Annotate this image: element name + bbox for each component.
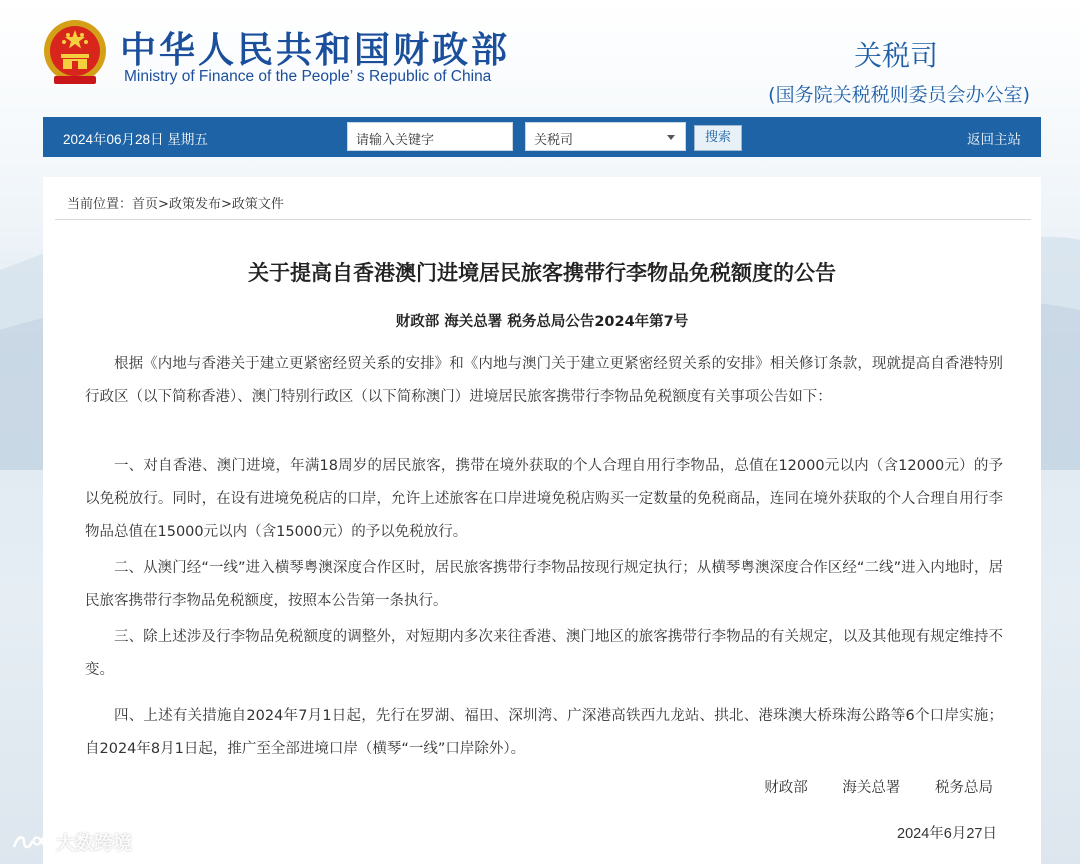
breadcrumb-separator: > — [158, 197, 169, 212]
nav-bar — [43, 117, 1041, 157]
search-button[interactable]: 搜索 — [694, 125, 742, 151]
breadcrumb-item-policy-documents[interactable]: 政策文件 — [231, 197, 284, 212]
breadcrumb-prefix: 当前位置： — [67, 197, 133, 212]
watermark-text: 大数跨境 — [56, 832, 133, 854]
document-paragraph: 二、从澳门经“一线”进入横琴粤澳深度合作区时，居民旅客携带行李物品按现行规定执行；从横琴粤澳深度合作区经“二线”进入内地时，居民旅客携带行李物品免税额度，按照本公告第一条执行。 — [85, 560, 1003, 609]
watermark-logo-icon — [10, 831, 50, 853]
document-paragraph: 一、对自香港、澳门进境，年满18周岁的居民旅客，携带在境外获取的个人合理自用行李物品，总值在12000元以内（含12000元）的予以免税放行。同时，在设有进境免税店的口岸，允许上述旅客在口岸进境免税店购买一定数量的免税商品，连同在境外获取的个人合理自用行李物品总值在15000元以内（含15000元）的予以免税放行。 — [85, 458, 1003, 540]
signer: 税务总局 — [935, 780, 993, 796]
department-select-value: 关税司 — [534, 133, 574, 148]
breadcrumb-separator: > — [220, 197, 232, 212]
current-date: 2024年06月28日 星期五 — [63, 132, 208, 147]
divider — [55, 219, 1031, 220]
signer: 财政部 — [764, 780, 808, 796]
breadcrumb-item-policy-release[interactable]: 政策发布 — [168, 197, 221, 212]
home-link[interactable]: 返回主站 — [967, 132, 1021, 148]
national-emblem-icon[interactable] — [42, 18, 108, 88]
document-title: 关于提高自香港澳门进境居民旅客携带行李物品免税额度的公告 — [248, 261, 836, 285]
document-paragraph: 根据《内地与香港关于建立更紧密经贸关系的安排》和《内地与澳门关于建立更紧密经贸关系的安排》相关修订条款，现就提高自香港特别行政区（以下简称香港）、澳门特别行政区（以下简称澳门）进境居民旅客携带行李物品免税额度有关事项公告如下： — [85, 356, 1003, 405]
department-select[interactable] — [525, 122, 686, 151]
department-name: 关税司 — [853, 39, 938, 72]
site-title-cn: 中华人民共和国财政部 — [120, 30, 511, 71]
signer: 海关总署 — [842, 780, 901, 796]
document-number: 财政部 海关总署 税务总局公告2024年第7号 — [395, 314, 689, 330]
content-card — [43, 177, 1041, 864]
document-signers — [748, 776, 993, 797]
watermark — [10, 828, 132, 855]
department-subtitle: (国务院关税税则委员会办公室) — [768, 84, 1030, 106]
breadcrumb — [67, 193, 284, 212]
search-input[interactable]: 请输入关键字 — [347, 122, 513, 151]
document-paragraph: 四、上述有关措施自2024年7月1日起，先行在罗湖、福田、深圳湾、广深港高铁西九龙站、拱北、港珠澳大桥珠海公路等6个口岸实施；自2024年8月1日起，推广至全部进境口岸（横琴“一线”口岸除外）。 — [85, 708, 1003, 757]
breadcrumb-item-home[interactable]: 首页 — [132, 197, 159, 212]
site-header — [0, 0, 1080, 118]
site-title-en: Ministry of Finance of the People’ s Republic of China — [124, 68, 492, 85]
chevron-down-icon — [667, 135, 675, 140]
document-date: 2024年6月27日 — [897, 826, 997, 842]
document-paragraph: 三、除上述涉及行李物品免税额度的调整外，对短期内多次来往香港、澳门地区的旅客携带行李物品的有关规定，以及其他现有规定维持不变。 — [85, 629, 1003, 678]
